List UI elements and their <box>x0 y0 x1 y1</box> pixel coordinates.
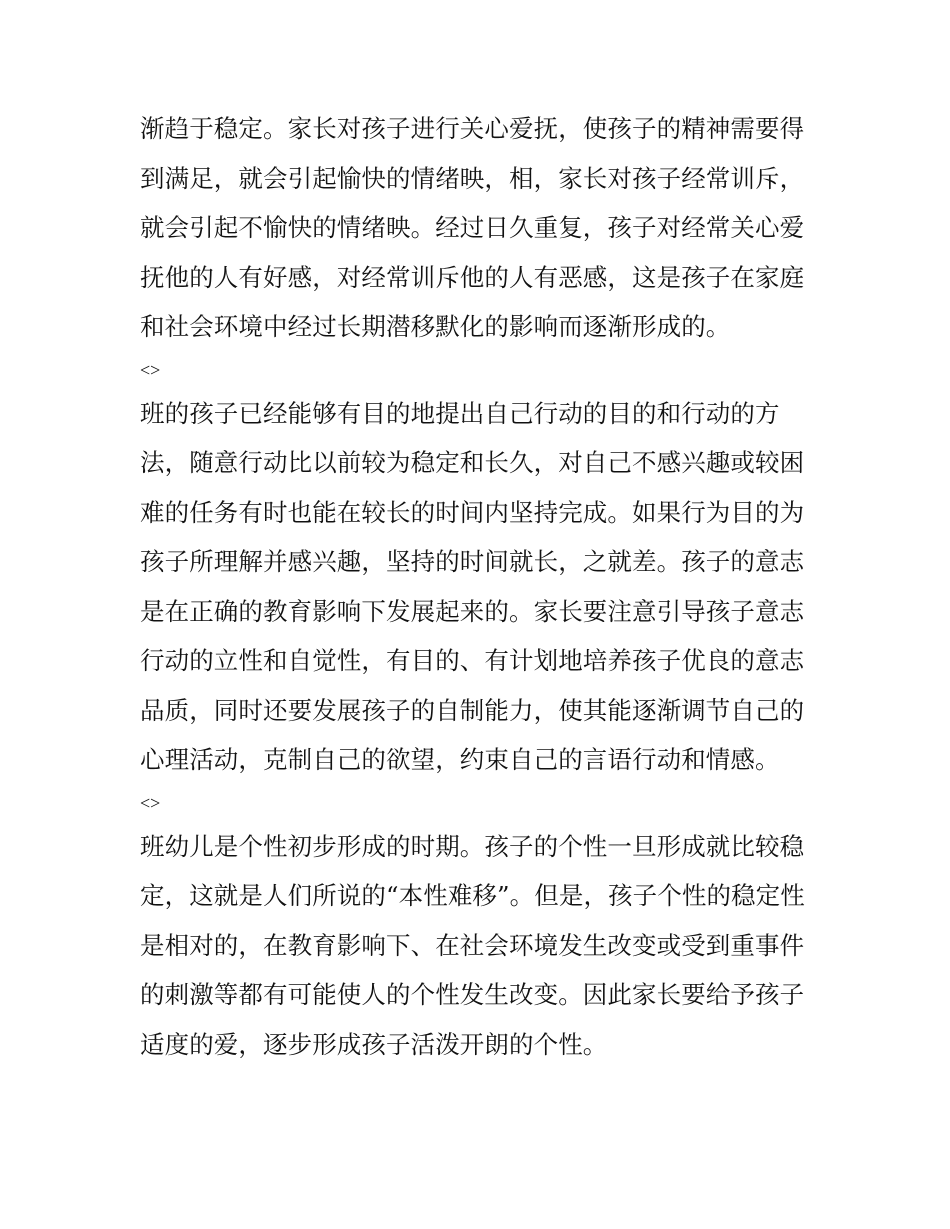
text-line: 的刺激等都有可能使人的个性发生改变。因此家长要给予孩子 <box>140 980 805 1009</box>
text-line: 心理活动，克制自己的欲望，约束自己的言语行动和情感。 <box>140 745 780 774</box>
text-line: 班幼儿是个性初步形成的时期。孩子的个性一旦形成就比较稳 <box>140 831 805 861</box>
text-line: 班的孩子已经能够有目的地提出自己行动的目的和行动的方 <box>140 398 780 428</box>
text-line: 渐趋于稳定。家长对孩子进行关心爱抚，使孩子的精神需要得 <box>140 114 805 143</box>
paragraph <box>140 389 820 785</box>
text-line: 适度的爱，逐步形成孩子活泼开朗的个性。 <box>140 1029 608 1059</box>
text-line: 到满足，就会引起愉快的情绪映，相，家长对孩子经常训斥， <box>140 163 805 193</box>
text-line: 是在正确的教育影响下发展起来的。家长要注意引导孩子意志 <box>140 596 805 626</box>
text-line: 就会引起不愉快的情绪映。经过日久重复，孩子对经常关心爱 <box>140 213 805 242</box>
text-line: 行动的立性和自觉性，有目的、有计划地培养孩子优良的意志 <box>140 646 805 675</box>
paragraph <box>140 104 820 352</box>
text-line: 是相对的，在教育影响下、在社会环境发生改变或受到重事件 <box>140 930 805 960</box>
section-marker: <> <box>140 792 161 813</box>
text-line: 定，这就是人们所说的“本性难移”。但是，孩子个性的稳定性 <box>140 881 805 910</box>
text-line: 和社会环境中经过长期潜移默化的影响而逐渐形成的。 <box>140 312 731 341</box>
document-page <box>140 104 820 1069</box>
text-line: 孩子所理解并感兴趣，坚持的时间就长，之就差。孩子的意志 <box>140 547 805 576</box>
section-marker: <> <box>140 359 161 380</box>
text-line: 法，随意行动比以前较为稳定和长久，对自己不感兴趣或较困 <box>140 448 805 477</box>
text-line: 抚他的人有好感，对经常训斥他的人有恶感，这是孩子在家庭 <box>140 262 805 292</box>
paragraph <box>140 822 820 1070</box>
text-line: 品质，同时还要发展孩子的自制能力，使其能逐渐调节自己的 <box>140 695 805 725</box>
text-line: 难的任务有时也能在较长的时间内坚持完成。如果行为目的为 <box>140 497 805 527</box>
